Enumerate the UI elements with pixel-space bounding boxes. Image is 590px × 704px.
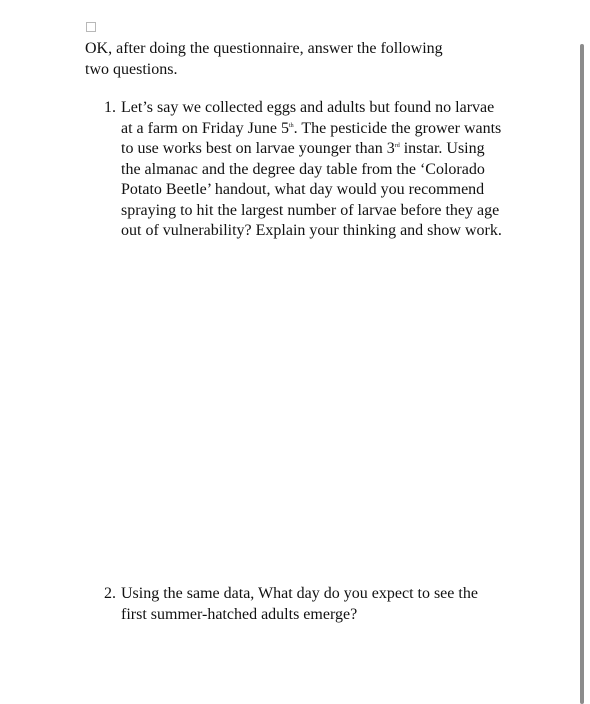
intro-line-2: two questions. <box>85 61 178 78</box>
question-1-text <box>121 98 506 242</box>
scrollbar[interactable] <box>580 44 584 704</box>
question-1-sup-b: rd <box>394 143 400 149</box>
question-1-text-a: Let’s say we collected eggs and adults but found no larvae at a farm on Friday June 5 <box>121 99 495 137</box>
question-1-text-b: . The pesticide the grower wants to use works best on larvae younger than 3 <box>121 119 502 157</box>
question-1-number: 1. <box>104 99 116 116</box>
intro-text <box>85 38 505 80</box>
question-2-text: Using the same data, What day do you expect to see the first summer-hatched adults emerge? <box>121 585 478 623</box>
question-1-text-c: instar. Using the almanac and the degree day table from the ‘Colorado Potato Beetle’ handout, what day would you recommend spraying to hit the largest number of larvae before they age out of vulnerability? Explain your thinking and show work. <box>121 140 502 239</box>
question-1-sup-a: th <box>288 122 294 129</box>
checkbox[interactable] <box>86 22 96 32</box>
question-2-number: 2. <box>104 585 116 602</box>
intro-line-1: OK, after doing the questionnaire, answer the following <box>85 40 443 57</box>
